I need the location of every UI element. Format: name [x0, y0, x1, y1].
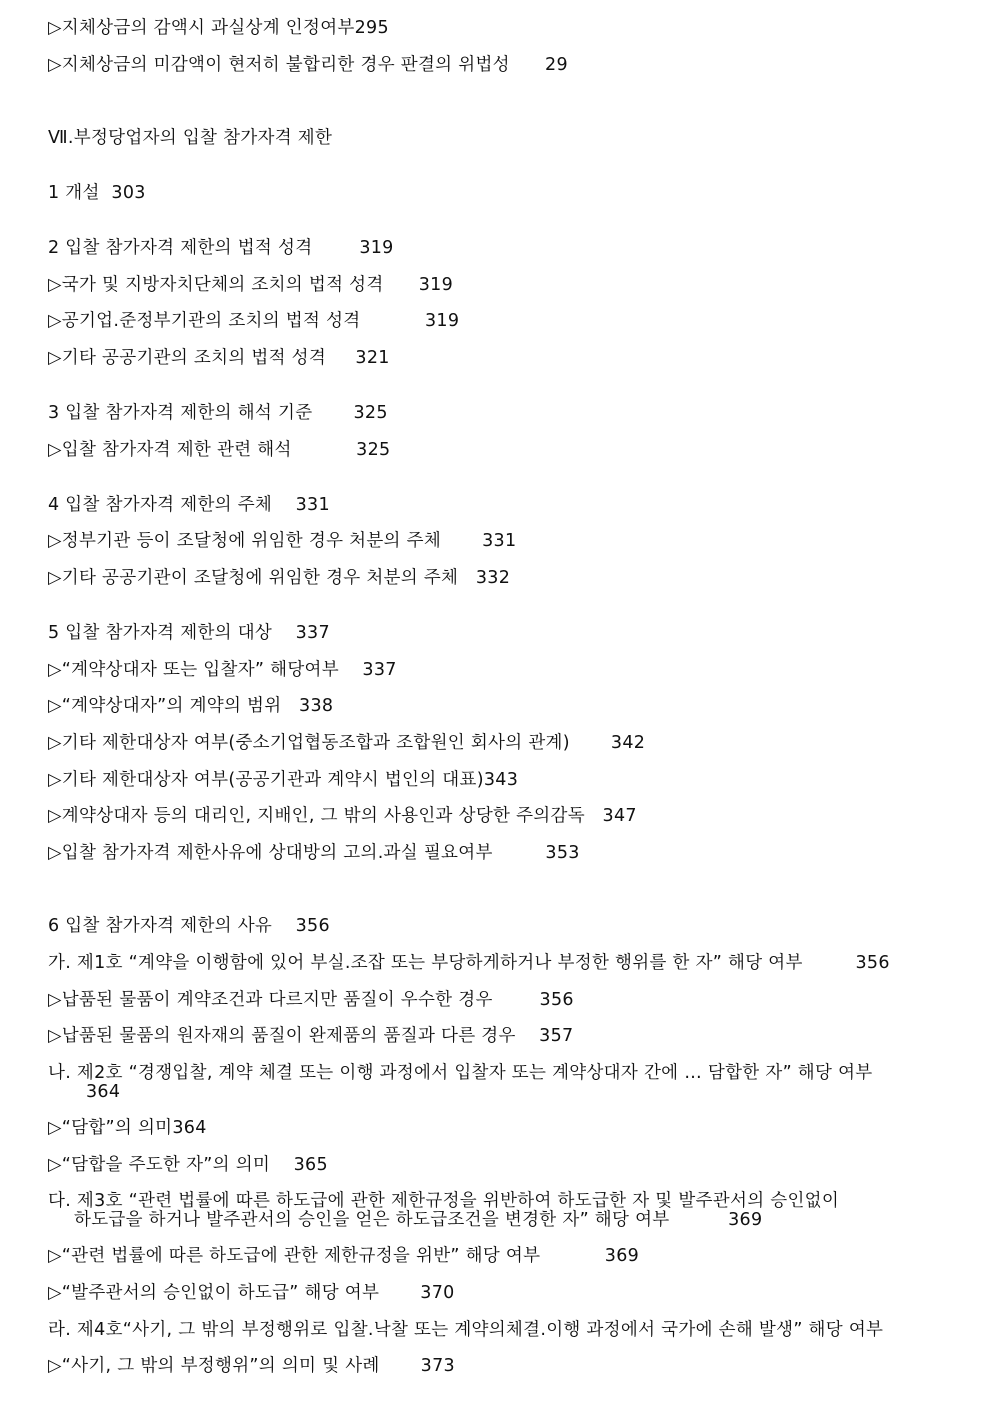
toc-item: 가. 제1호 “계약을 이행함에 있어 부실.조잡 또는 부당하게하거나 부정한 행위를 한 자” 해당 여부 356 [48, 953, 890, 973]
toc-entry: ▷“발주관서의 승인없이 하도급” 해당 여부 370 [48, 1283, 455, 1303]
toc-subsection: 2 입찰 참가자격 제한의 법적 성격 319 [48, 238, 394, 258]
toc-item-page: 364 [86, 1082, 121, 1102]
toc-entry: ▷기타 제한대상자 여부(중소기업협동조합과 조합원인 회사의 관계) 342 [48, 733, 646, 753]
toc-entry: ▷국가 및 지방자치단체의 조치의 법적 성격 319 [48, 275, 454, 295]
toc-entry: ▷기타 제한대상자 여부(공공기관과 계약시 법인의 대표)343 [48, 770, 519, 790]
toc-entry: ▷기타 공공기관이 조달청에 위임한 경우 처분의 주체 332 [48, 568, 511, 588]
toc-entry: ▷계약상대자 등의 대리인, 지배인, 그 밖의 사용인과 상당한 주의감독 347 [48, 806, 637, 826]
toc-entry: ▷“사기, 그 밖의 부정행위”의 의미 및 사례 373 [48, 1356, 455, 1376]
toc-entry: ▷지체상금의 미감액이 현저히 불합리한 경우 판결의 위법성 29 [48, 55, 568, 75]
toc-item: 다. 제3호 “관련 법률에 따른 하도급에 관한 제한규정을 위반하여 하도급한 자 및 발주관서의 승인없이 [48, 1191, 840, 1211]
toc-entry: ▷“관련 법률에 따른 하도급에 관한 제한규정을 위반” 해당 여부 369 [48, 1246, 640, 1266]
toc-subsection: 6 입찰 참가자격 제한의 사유 356 [48, 916, 330, 936]
toc-subsection: 4 입찰 참가자격 제한의 주체 331 [48, 495, 330, 515]
toc-entry: ▷“담합을 주도한 자”의 의미 365 [48, 1155, 328, 1175]
toc-entry: ▷정부기관 등이 조달청에 위임한 경우 처분의 주체 331 [48, 531, 517, 551]
toc-entry: ▷“계약상대자”의 계약의 범위 338 [48, 696, 334, 716]
toc-entry: ▷입찰 참가자격 제한 관련 해석 325 [48, 440, 391, 460]
toc-entry: ▷“담합”의 의미364 [48, 1118, 207, 1138]
toc-entry: ▷입찰 참가자격 제한사유에 상대방의 고의.과실 필요여부 353 [48, 843, 580, 863]
toc-subsection: 3 입찰 참가자격 제한의 해석 기준 325 [48, 403, 388, 423]
toc-entry: ▷“계약상대자 또는 입찰자” 해당여부 337 [48, 660, 397, 680]
toc-item: 라. 제4호“사기, 그 밖의 부정행위로 입찰.낙찰 또는 계약의체결.이행 과정에서 국가에 손해 발생” 해당 여부 [48, 1320, 884, 1340]
toc-subsection: 5 입찰 참가자격 제한의 대상 337 [48, 623, 330, 643]
toc-item-continuation: 하도급을 하거나 발주관서의 승인을 얻은 하도급조건을 변경한 자” 해당 여부 369 [74, 1210, 763, 1230]
toc-entry: ▷지체상금의 감액시 과실상계 인정여부295 [48, 18, 389, 38]
toc-entry: ▷기타 공공기관의 조치의 법적 성격 321 [48, 348, 390, 368]
toc-entry: ▷납품된 물품의 원자재의 품질이 완제품의 품질과 다른 경우 357 [48, 1026, 574, 1046]
toc-entry: ▷납품된 물품이 계약조건과 다르지만 품질이 우수한 경우 356 [48, 990, 574, 1010]
toc-entry: ▷공기업.준정부기관의 조치의 법적 성격 319 [48, 311, 460, 331]
toc-subsection: 1 개설 303 [48, 183, 146, 203]
toc-item: 나. 제2호 “경쟁입찰, 계약 체결 또는 이행 과정에서 입찰자 또는 계약상대자 간에 … 담합한 자” 해당 여부 [48, 1063, 873, 1083]
section-heading: Ⅶ.부정당업자의 입찰 참가자격 제한 [48, 128, 333, 148]
